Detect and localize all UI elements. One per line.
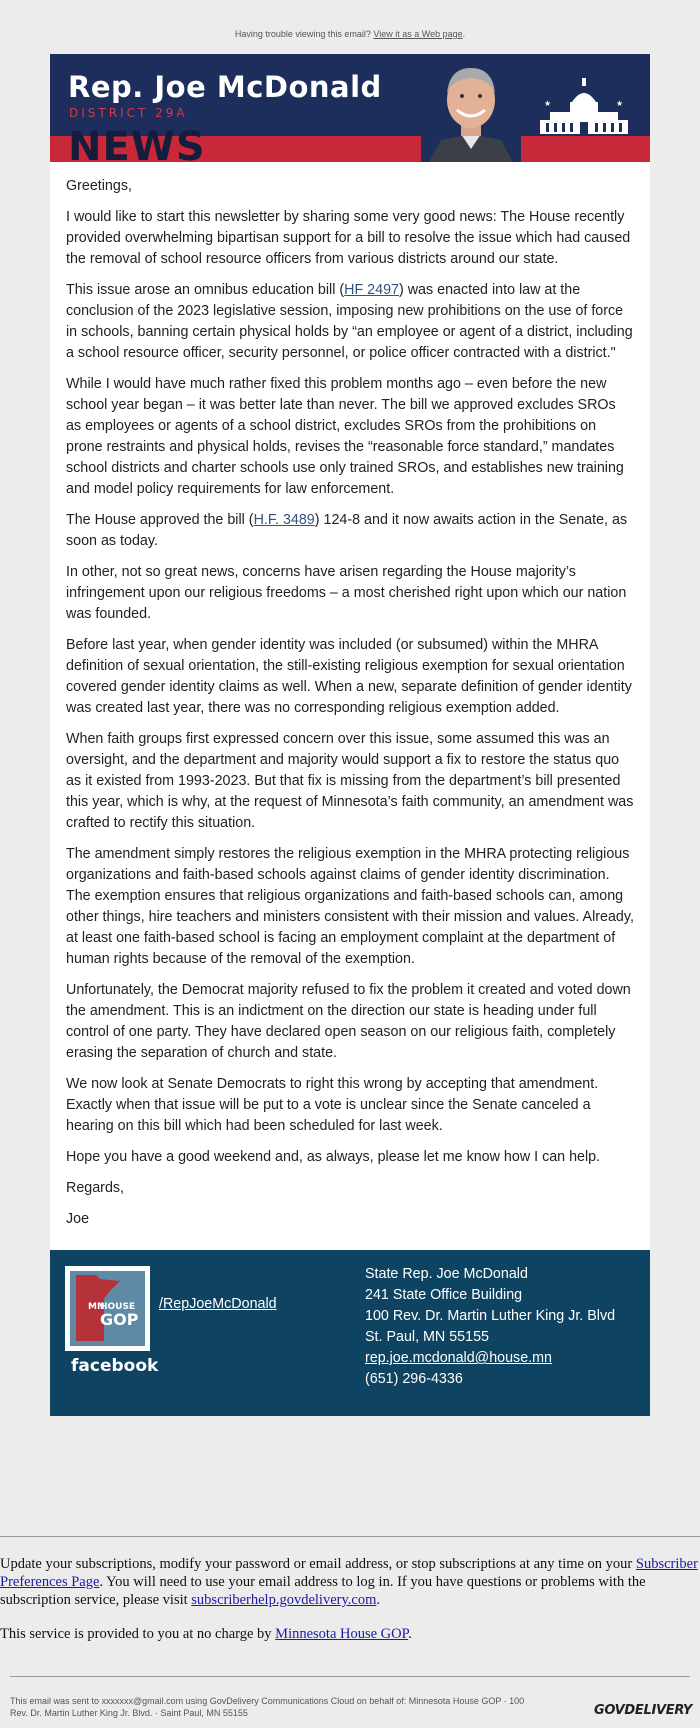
hf-3489-link[interactable]: H.F. 3489 [253, 512, 315, 528]
paragraph-3: While I would have much rather fixed this problem months ago – even before the new school year began – it was better late than never. The bill we approved excludes SROs as employees or agents of a school district, excludes SROs from the prohibitions on prone restraints and physical holds, revises the “reasonable force standard,” mandates school districts and charter schools use only trained SROs, and establishes new training and model policy requirements for law enforcement. [66, 376, 624, 497]
newsletter-banner [50, 54, 650, 162]
paragraph-2: This issue arose an omnibus education bill (HF 2497) was enacted into law at the conclusion of the 2023 legislative session, imposing new prohibitions on the use of force in schools, banning certain physical holds by “an employee or agent of a district, including a school resource officer, security personnel, or police officer contracted with a district." [66, 282, 633, 361]
contact-city: St. Paul, MN 55155 [365, 1329, 489, 1345]
delivery-notice: This email was sent to xxxxxxx@gmail.com using GovDelivery Communications Cloud on behalf of: Minnesota House GOP · 100 Rev. Dr. Martin Luther King Jr. Blvd. · Saint Paul, MN 55155 [10, 1696, 525, 1718]
hf-2497-link[interactable]: HF 2497 [344, 282, 399, 298]
preheader-text: Having trouble viewing this email? [234, 29, 371, 39]
paragraph-5: In other, not so great news, concerns have arisen regarding the House majority’s infringement upon our religious freedoms – a most cherished right upon which our nation was founded. [66, 564, 627, 622]
preheader: Having trouble viewing this email? View it as a Web page. [234, 29, 466, 39]
portrait-image [421, 54, 521, 162]
contact-phone: (651) 296-4336 [365, 1371, 463, 1387]
paragraph-6: Before last year, when gender identity was included (or subsumed) within the MHRA definition of sexual orientation, the still-existing religious exemption for sexual orientation covered gender identity claims as well. When a new, separate definition of gender identity was created last year, there was no corresponding religious exemption added. [66, 637, 632, 716]
regards: Regards, [66, 1180, 125, 1196]
contact-address-1: 241 State Office Building [365, 1287, 523, 1303]
capitol-icon [536, 76, 632, 136]
subscription-notice [0, 1555, 700, 1659]
contact-footer [50, 1250, 650, 1416]
svg-text:★: ★ [544, 99, 552, 108]
divider [0, 1536, 700, 1537]
banner-news: NEWS [68, 124, 206, 162]
email-container [50, 54, 650, 1416]
minnesota-house-gop-link[interactable]: Minnesota House GOP [275, 1626, 409, 1642]
contact-address-2: 100 Rev. Dr. Martin Luther King Jr. Blvd [365, 1308, 616, 1324]
paragraph-8: The amendment simply restores the religious exemption in the MHRA protecting religious organizations and faith-based schools against claims of gender identity discrimination. The exemption ensures that religious organizations and faith-based schools can, among other things, hire teachers and ministers consistent with their mission and values. Already, at least one faith-based school is facing an employment complaint at the department of human rights because of the removal of the exemption. [66, 846, 634, 967]
subscription-text: Update your subscriptions, modify your password or email address, or stop subscriptions at any time on your Subscriber Preferences Page. You will need to use your email address to log in. If you have questions or problems with the subscription service, please visit subscriberhelp.govdelivery.com. [0, 1556, 698, 1608]
no-charge-text: This service is provided to you at no charge by Minnesota House GOP. [0, 1626, 412, 1642]
facebook-handle-link[interactable]: /RepJoeMcDonald [159, 1296, 277, 1312]
contact-info [365, 1264, 615, 1390]
svg-text:★: ★ [616, 99, 624, 108]
paragraph-10: We now look at Senate Democrats to right this wrong by accepting that amendment. Exactly when that issue will be put to a vote is unclear since the Senate canceled a hearing on this bill which had been scheduled for last week. [66, 1076, 599, 1134]
minnesota-map-icon [70, 1271, 145, 1346]
paragraph-4: The House approved the bill (H.F. 3489) 124-8 and it now awaits action in the Senate, as soon as today. [66, 512, 628, 549]
banner-name: Rep. Joe McDonald [68, 70, 382, 104]
divider-bottom [10, 1676, 690, 1677]
mn-house-gop-logo[interactable] [65, 1266, 150, 1351]
govdelivery-logo[interactable]: GOVDELIVERY [594, 1703, 692, 1718]
facebook-wordmark[interactable]: facebook [71, 1356, 159, 1376]
paragraph-1: I would like to start this newsletter by sharing some very good news: The House recently provided overwhelming bipartisan support for a bill to resolve the issue which had caused the removal of school resource officers from various districts around our state. [66, 209, 631, 267]
svg-text:HOUSE: HOUSE [100, 1302, 136, 1312]
signature: Joe [66, 1211, 90, 1227]
subscriber-help-link[interactable]: subscriberhelp.govdelivery.com [191, 1592, 377, 1608]
view-web-page-link[interactable]: View it as a Web page [373, 29, 463, 39]
paragraph-11: Hope you have a good weekend and, as always, please let me know how I can help. [66, 1149, 601, 1165]
banner-district: DISTRICT 29A [69, 106, 188, 120]
svg-text:GOP: GOP [100, 1310, 139, 1329]
contact-name: State Rep. Joe McDonald [365, 1266, 528, 1282]
subscriber-preferences-link[interactable]: Subscriber Preferences Page [0, 1556, 698, 1590]
paragraph-7: When faith groups first expressed concern over this issue, some assumed this was an oversight, and the department and majority would support a fix to restore the status quo as it existed from 1993-2023. But that fix is missing from the department’s bill presented this year, which is why, at the request of Minnesota’s faith community, an amendment was crafted to rectify this situation. [66, 731, 634, 831]
contact-email-link[interactable]: rep.joe.mcdonald@house.mn [365, 1350, 552, 1366]
newsletter-body [50, 162, 650, 1250]
svg-text:MN: MN [88, 1302, 105, 1312]
paragraph-9: Unfortunately, the Democrat majority refused to fix the problem it created and voted down the amendment. This is an indictment on the direction our state is heading under full control of one party. They have declared open season on our religious faith, completely erasing the separation of church and state. [66, 982, 631, 1061]
greeting: Greetings, [66, 178, 132, 194]
